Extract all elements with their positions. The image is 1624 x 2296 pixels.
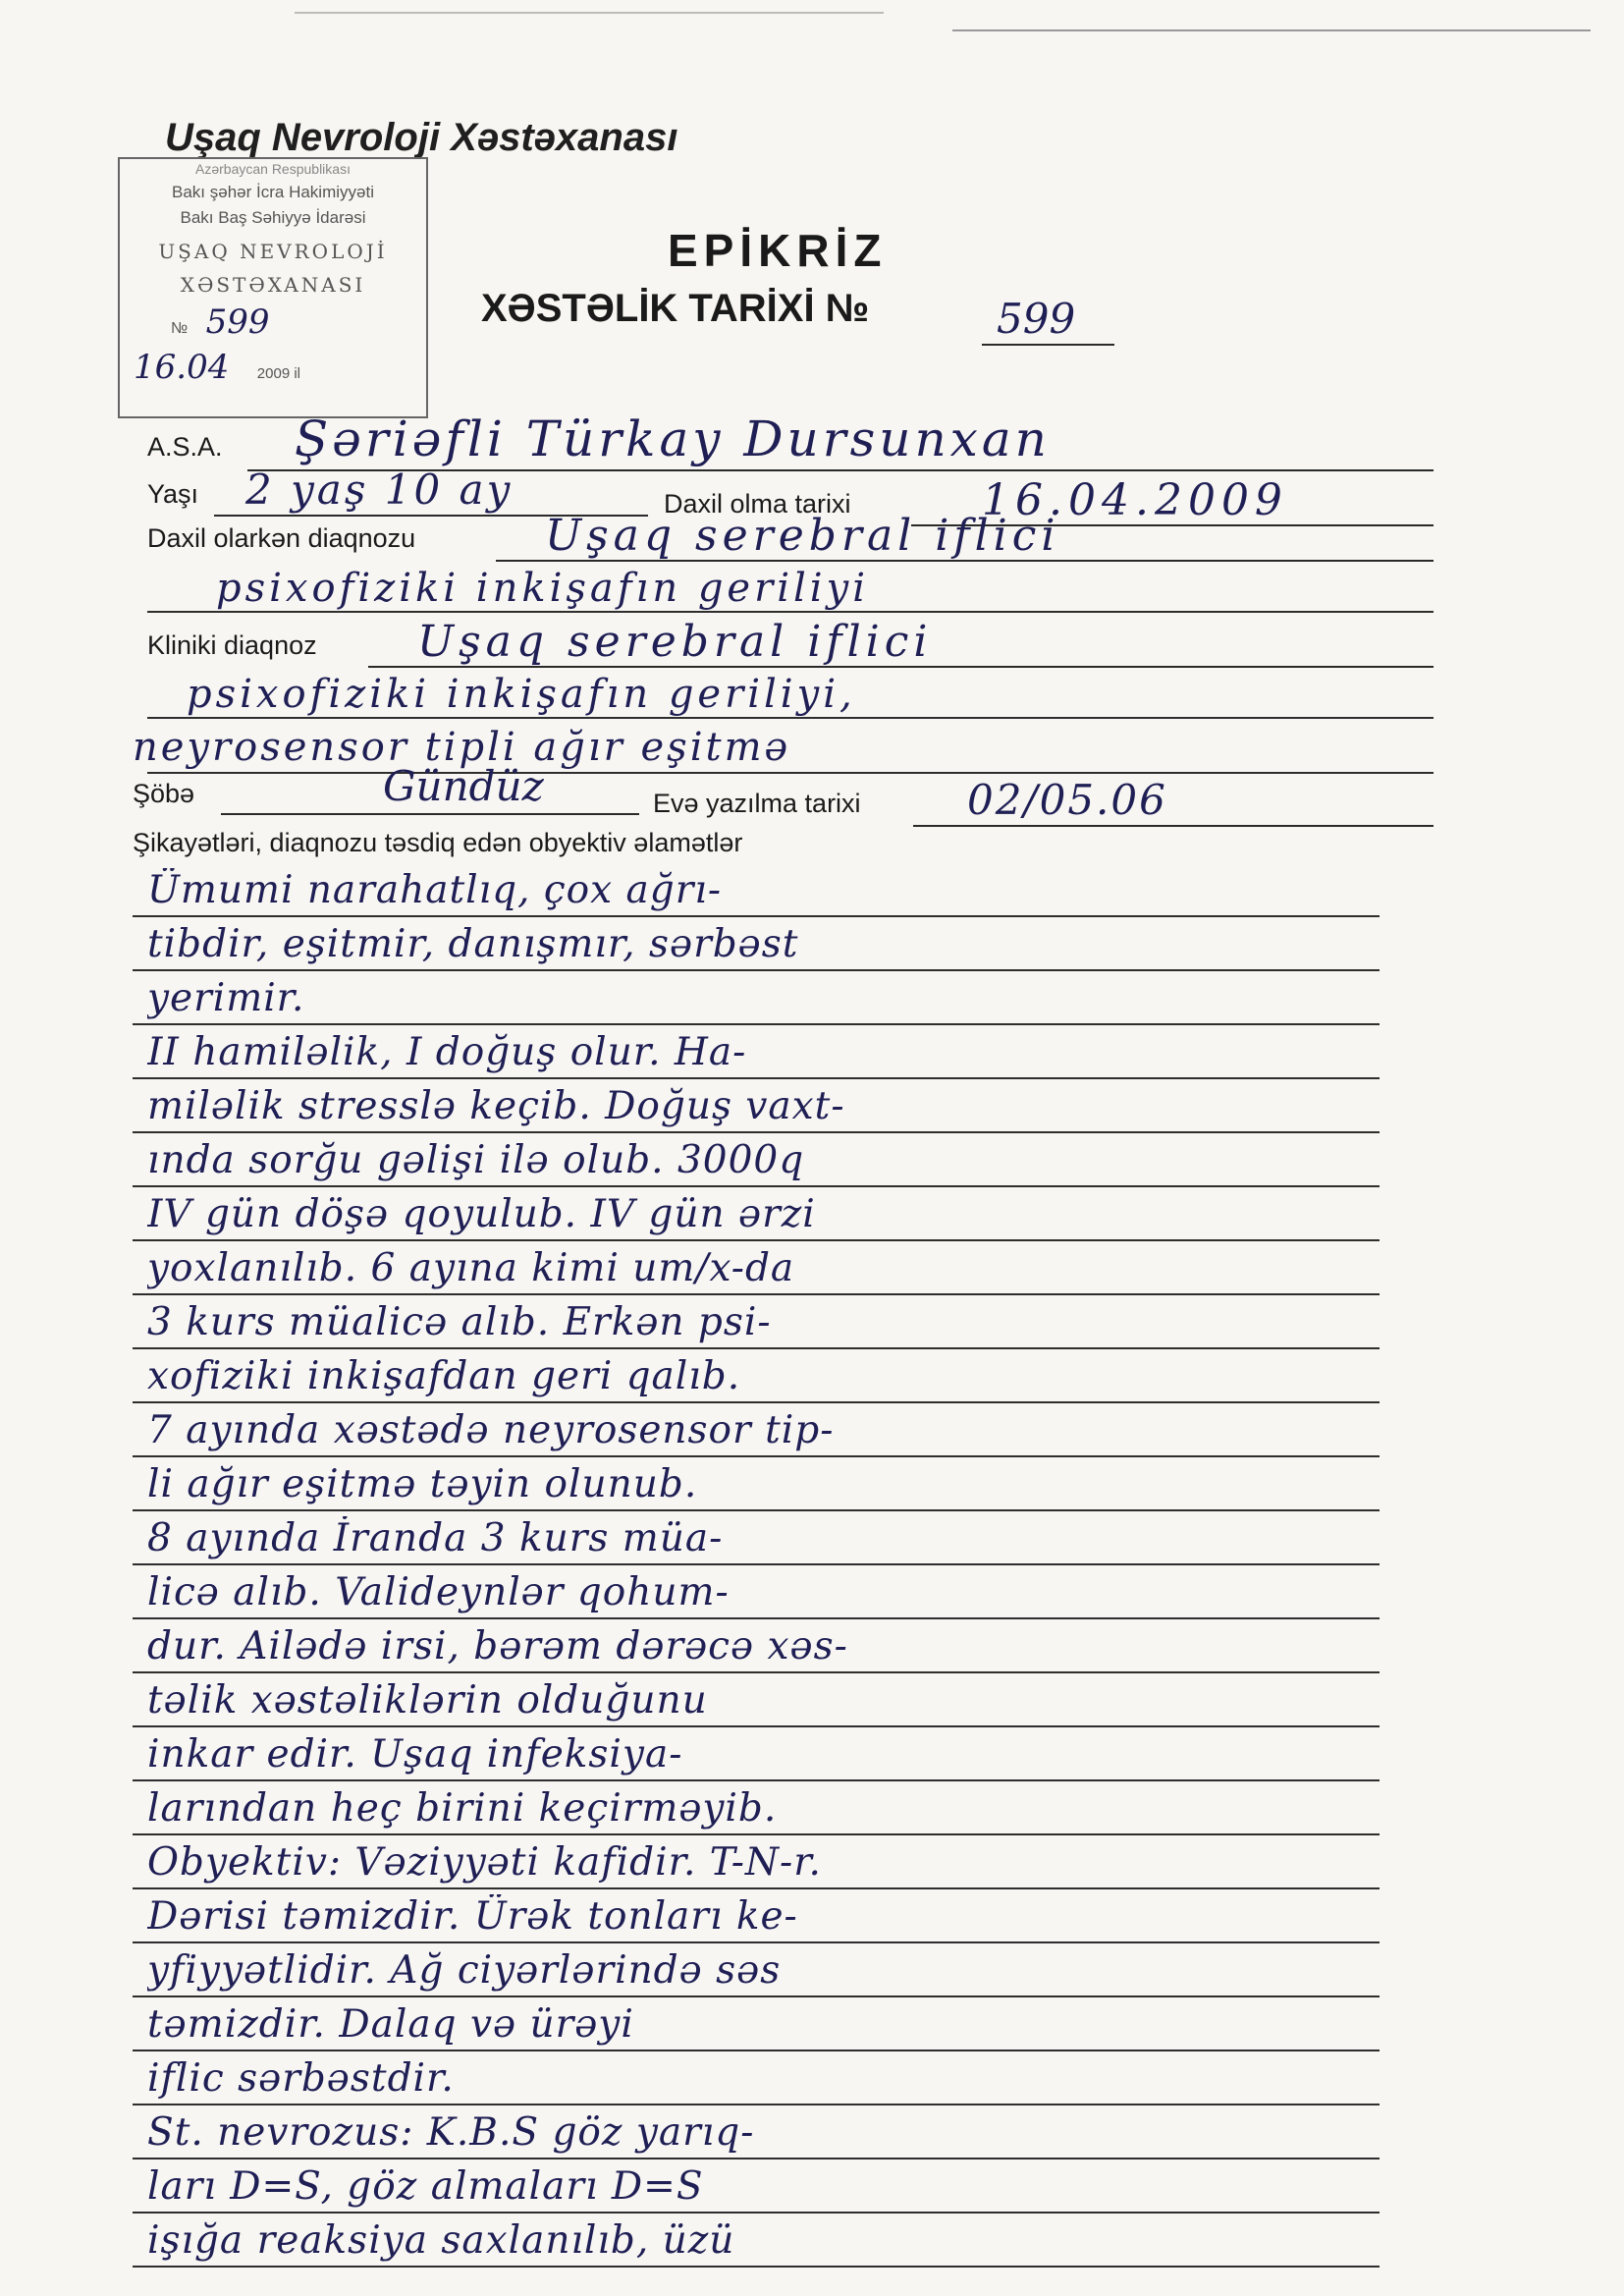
note-line: təlik xəstəliklərin olduğunu xyxy=(147,1678,708,1722)
clinical-diagnosis-value-1: Uşaq serebral iflici xyxy=(417,617,933,667)
note-rule xyxy=(133,2104,1380,2105)
discharge-label: Evə yazılma tarixi xyxy=(653,789,861,818)
admission-value: 16.04.2009 xyxy=(982,475,1288,525)
note-line: tibdir, eşitmir, danışmır, sərbəst xyxy=(147,922,799,966)
stamp-line-1: Azərbaycan Respublikası xyxy=(195,161,351,177)
clinical-diagnosis-line-3 xyxy=(147,772,1434,774)
admission-diagnosis-line-2 xyxy=(147,611,1434,613)
note-rule xyxy=(133,1239,1380,1241)
note-line: ında sorğu gəlişi ilə olub. 3000q xyxy=(147,1138,805,1182)
note-line: 3 kurs müalicə alıb. Erkən psi- xyxy=(147,1300,772,1344)
note-line: işığa reaksiya saxlanılıb, üzü xyxy=(147,2218,735,2263)
note-rule xyxy=(133,1995,1380,1997)
note-line: larından heç birini keçirməyib. xyxy=(147,1786,778,1831)
admission-label: Daxil olma tarixi xyxy=(664,489,851,519)
discharge-line xyxy=(913,825,1434,827)
note-rule xyxy=(133,1023,1380,1025)
department-line xyxy=(221,813,639,815)
note-line: yerimir. xyxy=(147,976,305,1020)
note-rule xyxy=(133,1617,1380,1619)
note-rule xyxy=(133,1509,1380,1511)
note-rule xyxy=(133,915,1380,917)
top-rule-left xyxy=(295,12,884,14)
note-rule xyxy=(133,1077,1380,1079)
note-line: St. nevrozus: K.B.S göz yarıq- xyxy=(147,2110,755,2155)
hospital-stamp xyxy=(118,157,428,418)
case-number: 599 xyxy=(997,295,1076,343)
note-line: 8 ayında İranda 3 kurs müa- xyxy=(147,1516,724,1560)
note-rule xyxy=(133,1671,1380,1673)
stamp-line-2: Bakı şəhər İcra Hakimiyyəti xyxy=(172,183,374,201)
note-rule xyxy=(133,1725,1380,1727)
admission-diagnosis-value-1: Uşaq serebral iflici xyxy=(545,511,1060,561)
note-line: Obyektiv: Vəziyyəti kafidir. T-N-r. xyxy=(147,1840,822,1885)
note-line: xofiziki inkişafdan geri qalıb. xyxy=(147,1354,741,1398)
note-line: iflic sərbəstdir. xyxy=(147,2056,455,2101)
top-rule-right xyxy=(952,29,1591,31)
note-rule xyxy=(133,1563,1380,1565)
case-number-line xyxy=(982,344,1114,346)
asa-value: Şəriəfli Türkay Dursunxan xyxy=(295,410,1051,467)
clinical-diagnosis-line-2 xyxy=(147,717,1434,719)
note-line: licə alıb. Valideynlər qohum- xyxy=(147,1570,730,1614)
note-rule xyxy=(133,1833,1380,1835)
case-history-label: XƏSTƏLİK TARİXİ № xyxy=(481,287,870,330)
note-rule xyxy=(133,2050,1380,2051)
clinical-diagnosis-label: Kliniki diaqnoz xyxy=(147,630,317,660)
note-rule xyxy=(133,1347,1380,1349)
complaints-label: Şikayətləri, diaqnozu təsdiq edən obyektiv əlamətlər xyxy=(133,828,743,857)
note-line: li ağır eşitmə təyin olunub. xyxy=(147,1462,698,1506)
stamp-line-3: Bakı Baş Səhiyyə İdarəsi xyxy=(180,208,366,227)
stamp-year: 2009 il xyxy=(256,365,300,382)
note-rule xyxy=(133,1941,1380,1943)
note-line: ları D=S, göz almaları D=S xyxy=(147,2164,704,2209)
admission-diagnosis-value-2: psixofiziki inkişafın geriliyi xyxy=(216,566,869,611)
note-line: yoxlanılıb. 6 ayına kimi um/x-da xyxy=(147,1246,795,1290)
department-label: Şöbə xyxy=(133,779,195,808)
note-line: dur. Ailədə irsi, bərəm dərəcə xəs- xyxy=(147,1624,848,1668)
note-rule xyxy=(133,1779,1380,1781)
note-rule xyxy=(133,969,1380,971)
stamp-date: 16.04 xyxy=(134,348,230,387)
clinical-diagnosis-value-2: psixofiziki inkişafın geriliyi, xyxy=(187,672,856,717)
stamp-number-prefix: № xyxy=(171,320,189,337)
note-line: miləlik stresslə keçib. Doğuş vaxt- xyxy=(147,1084,845,1128)
hospital-name: Uşaq Nevroloji Xəstəxanası xyxy=(165,116,678,159)
department-value: Gündüz xyxy=(383,762,544,810)
note-rule xyxy=(133,1455,1380,1457)
age-value: 2 yaş 10 ay xyxy=(245,465,514,514)
note-rule xyxy=(133,1401,1380,1403)
note-rule xyxy=(133,1185,1380,1187)
note-rule xyxy=(133,1293,1380,1295)
note-line: IV gün döşə qoyulub. IV gün ərzi xyxy=(147,1192,816,1236)
note-line: Dərisi təmizdir. Ürək tonları ke- xyxy=(147,1894,798,1939)
note-line: 7 ayında xəstədə neyrosensor tip- xyxy=(147,1408,835,1452)
note-line: yfiyyətlidir. Ağ ciyərlərində səs xyxy=(147,1948,782,1993)
admission-diagnosis-label: Daxil olarkən diaqnozu xyxy=(147,523,416,553)
asa-label: A.S.A. xyxy=(147,432,223,462)
stamp-line-4: UŞAQ NEVROLOJİ xyxy=(158,240,388,263)
note-rule xyxy=(133,2212,1380,2214)
note-rule xyxy=(133,1131,1380,1133)
note-line: təmizdir. Dalaq və ürəyi xyxy=(147,2002,634,2047)
stamp-date-row xyxy=(120,348,426,387)
note-rule xyxy=(133,2158,1380,2159)
discharge-value: 02/05.06 xyxy=(967,776,1167,824)
note-rule xyxy=(133,1887,1380,1889)
stamp-number: 599 xyxy=(205,302,270,342)
age-label: Yaşı xyxy=(147,479,199,509)
clinical-diagnosis-value-3: neyrosensor tipli ağır eşitmə xyxy=(133,725,791,770)
page-title: EPİKRİZ xyxy=(668,225,888,276)
note-line: inkar edir. Uşaq infeksiya- xyxy=(147,1732,683,1777)
stamp-number-row xyxy=(120,302,426,342)
note-line: II hamiləlik, I doğuş olur. Ha- xyxy=(147,1030,747,1074)
note-rule xyxy=(133,2266,1380,2268)
note-line: Ümumi narahatlıq, çox ağrı- xyxy=(147,868,723,912)
stamp-line-5: XƏSTƏXANASI xyxy=(180,273,366,297)
